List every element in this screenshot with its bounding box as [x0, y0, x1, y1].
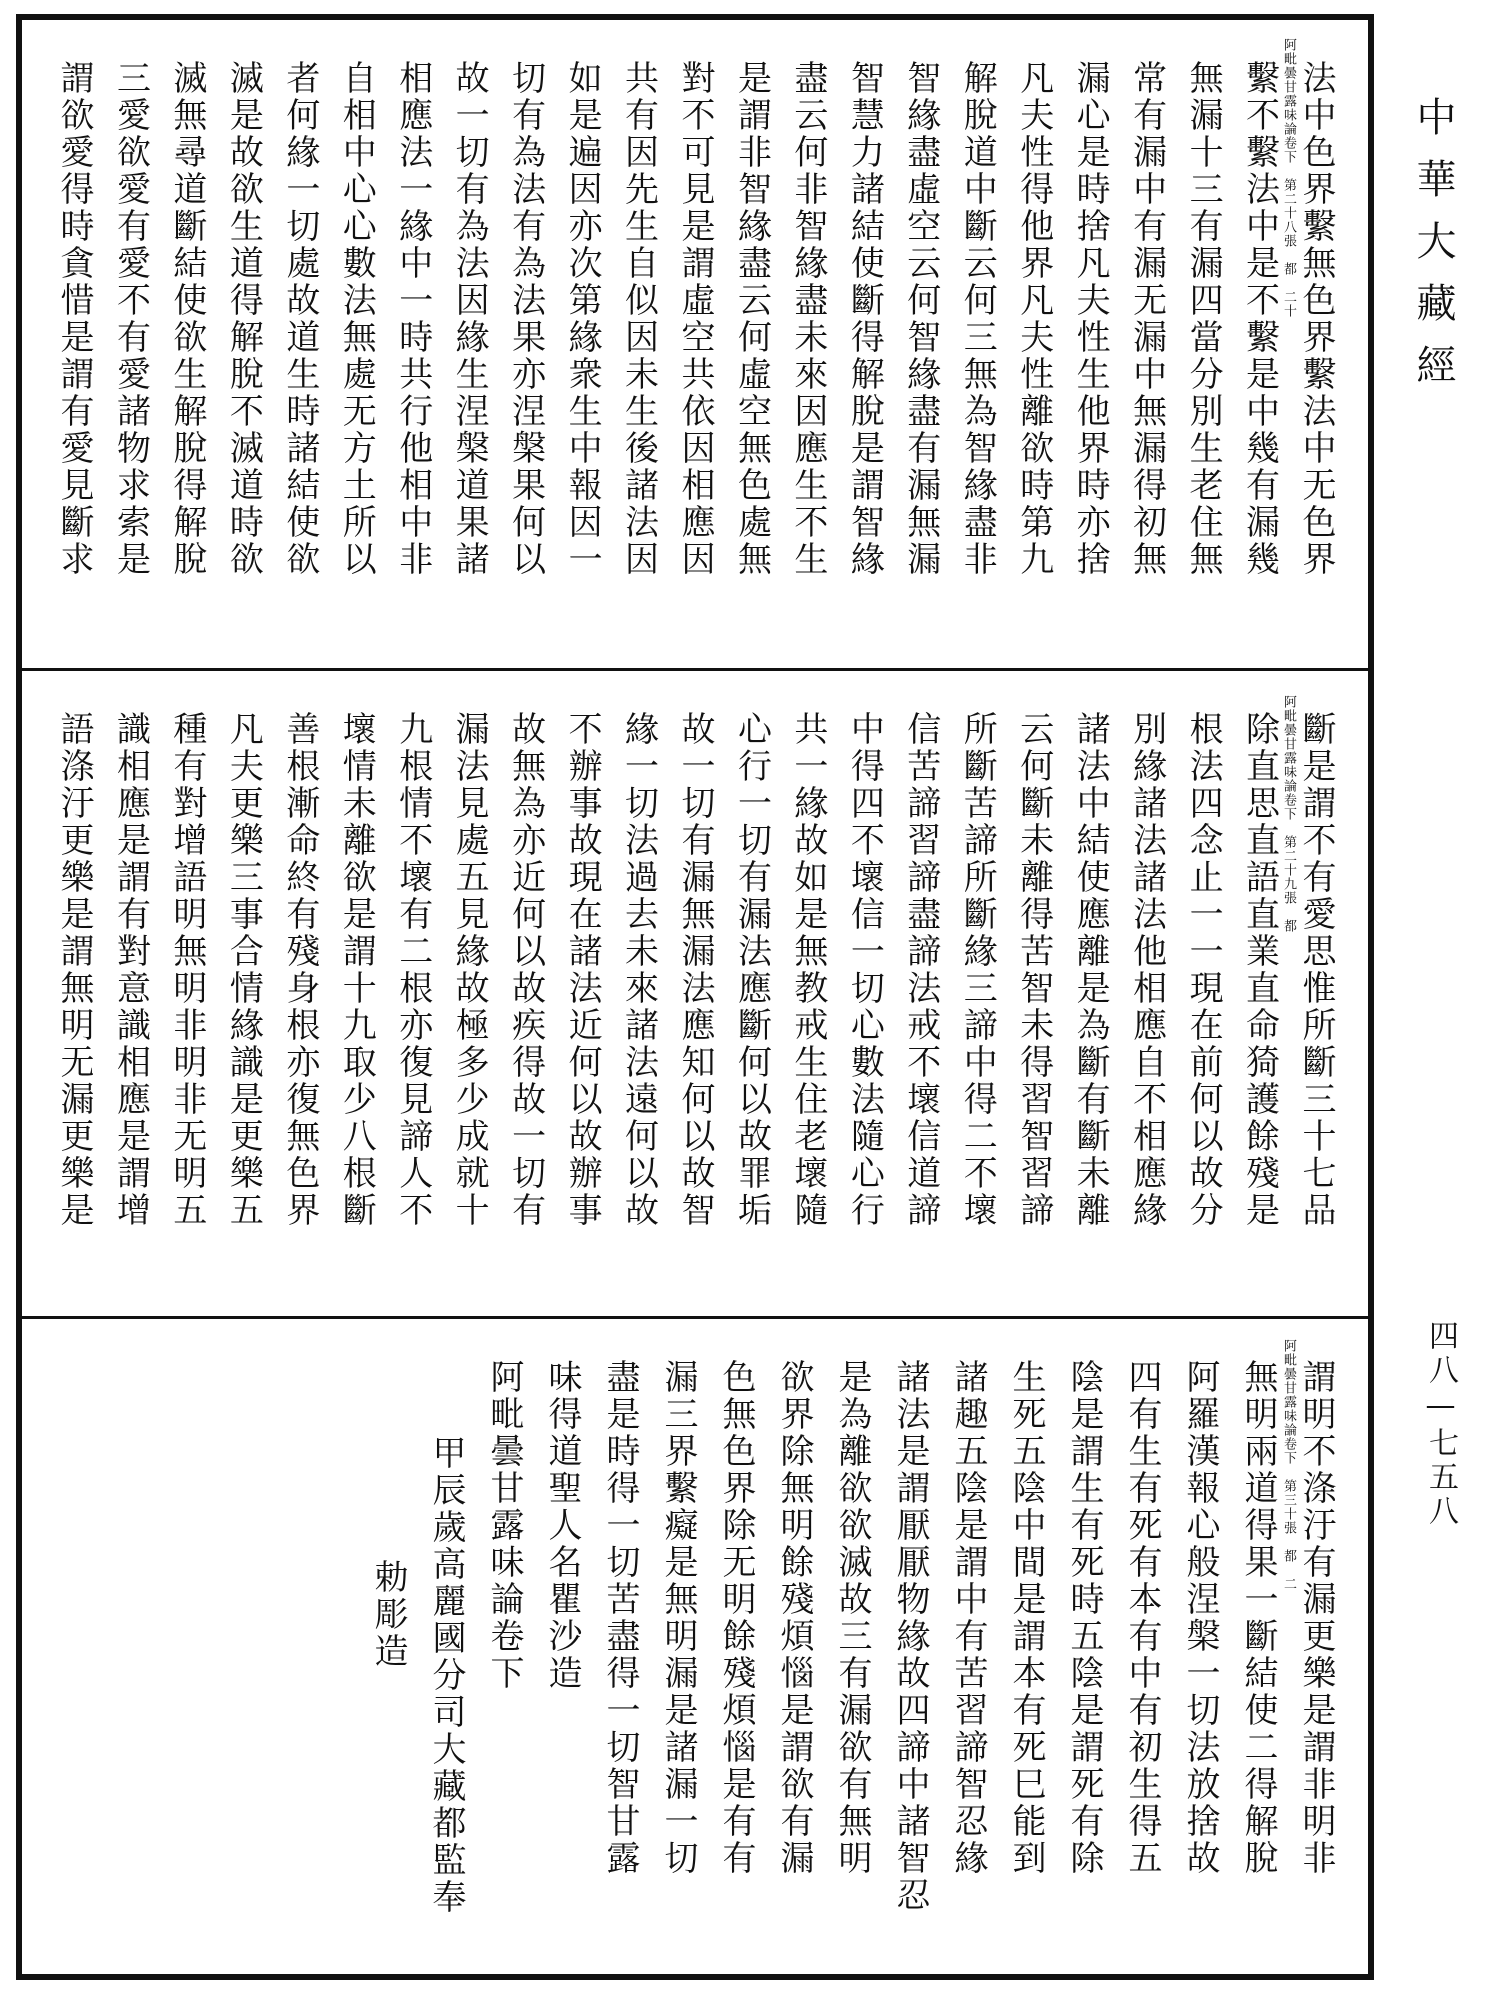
- text-line: 智慧力諸結使斷得解脫是謂智緣: [844, 60, 885, 578]
- text-line: 斷是謂不有愛思惟所斷三十七品: [1295, 711, 1336, 1229]
- text-line: 法中色界繫無色界繫法中无色界: [1295, 60, 1336, 578]
- text-line: 陰是謂生有死時五陰是謂死有除: [1064, 1359, 1104, 1877]
- text-line: 是為離欲欲滅故三有漏欲有無明: [832, 1359, 872, 1877]
- text-line: 者何緣一切處故道生時諸結使欲: [279, 60, 320, 578]
- text-line: 常有漏中有漏无漏中無漏得初無: [1126, 60, 1167, 578]
- text-line: 四有生有死有本有中有初生得五: [1122, 1359, 1162, 1877]
- text-line: 諸法中結使應離是為斷有斷未離: [1070, 711, 1111, 1229]
- text-line: 智緣盡虛空云何智緣盡有漏無漏: [900, 60, 941, 578]
- panel1-margin-note: 阿毗曇甘露味論卷下 第二十八張 都 二十: [1281, 38, 1296, 318]
- text-line: 心行一切有漏法應斷何以故罪垢: [731, 711, 772, 1229]
- text-line: 故無為亦近何以故疾得故一切有: [505, 711, 546, 1229]
- text-line: 善根漸命終有殘身根亦復無色界: [279, 711, 320, 1229]
- text-line: 信苦諦習諦盡諦法戒不壞信道諦: [900, 711, 941, 1229]
- text-line: 凡夫更樂三事合情緣識是更樂五: [223, 711, 264, 1229]
- text-line: 漏法見處五見緣故極多少成就十: [449, 711, 490, 1229]
- lower-panel: [22, 1316, 1368, 1974]
- text-line: 諸法是謂厭厭物緣故四諦中諸智忍: [890, 1359, 930, 1914]
- text-line: 解脫道中斷云何三無為智緣盡非: [957, 60, 998, 578]
- text-line: 種有對增語明無明非明非无明五: [166, 711, 207, 1229]
- panel2-margin-note: 阿毗曇甘露味論卷下 第二十九張 都: [1281, 695, 1296, 933]
- text-line: 阿羅漢報心般涅槃一切法放捨故: [1180, 1359, 1220, 1877]
- colophon-title: 阿毗曇甘露味論卷下: [484, 1359, 524, 1692]
- text-line: 共一緣故如是無教戒生住老壞隨: [787, 711, 828, 1229]
- text-line: 謂欲愛得時貪惜是謂有愛見斷求: [54, 60, 94, 578]
- text-line: 無明兩道得果一斷結使二得解脫: [1238, 1359, 1278, 1877]
- colophon-made: 勅彫造: [368, 1559, 408, 1670]
- text-line: 三愛欲愛有愛不有愛諸物求索是: [110, 60, 151, 578]
- text-line: 諸趣五陰是謂中有苦習諦智忍緣: [948, 1359, 988, 1877]
- text-line: 謂明不涤汙有漏更樂是謂非明非: [1296, 1359, 1336, 1877]
- text-line: 別緣諸法諸法他相應自不相應緣: [1126, 711, 1167, 1229]
- text-line: 凡夫性得他界凡夫性離欲時第九: [1013, 60, 1054, 578]
- text-line: 盡是時得一切苦盡得一切智甘露: [600, 1359, 640, 1877]
- text-line: 繫不繫法中是不繫是中幾有漏幾: [1239, 60, 1280, 578]
- panel1-columns: [52, 60, 1338, 638]
- text-line: 如是遍因亦次第緣衆生中報因一: [562, 60, 603, 578]
- text-line: 根法四念止一一現在前何以故分: [1183, 711, 1224, 1229]
- panel3-margin-note: 阿毗曇甘露味論卷下 第三十張 都 二: [1281, 1339, 1296, 1591]
- text-line: 相應法一緣中一時共行他相中非: [392, 60, 433, 578]
- text-line: 故一切有漏無漏法應知何以故智: [674, 711, 715, 1229]
- text-line: 切有為法有為法果亦涅槃果何以: [505, 60, 546, 578]
- page-number: 四八—七五八: [1423, 1320, 1458, 1529]
- middle-panel: [22, 668, 1368, 1316]
- text-line: 識相應是謂有對意識相應是謂增: [110, 711, 151, 1229]
- text-line: 中得四不壞信一切心數法隨心行: [844, 711, 885, 1229]
- text-line: 共有因先生自似因未生後諸法因: [618, 60, 659, 578]
- panel2-columns: [52, 711, 1338, 1286]
- text-line: 漏心是時捨凡夫性生他界時亦捨: [1070, 60, 1111, 578]
- text-line: 盡云何非智緣盡未來因應生不生: [787, 60, 828, 578]
- text-line: 云何斷未離得苦智未得習智習諦: [1013, 711, 1054, 1229]
- panel3-columns: [52, 1359, 1338, 1944]
- colophon-year: 甲辰歲高麗國分司大藏都監奉: [426, 1435, 466, 1916]
- text-line: 九根情不壞有二根亦復見諦人不: [392, 711, 433, 1229]
- collection-title: 中華大藏經: [1410, 96, 1456, 406]
- text-line: 生死五陰中間是謂本有死巳能到: [1006, 1359, 1046, 1877]
- text-line: 除直思直語直業直命猗護餘殘是: [1239, 711, 1280, 1229]
- text-line: 所斷苦諦所斷緣三諦中得二不壞: [957, 711, 998, 1229]
- text-line: 滅無尋道斷結使欲生解脫得解脫: [166, 60, 207, 578]
- text-line: 不辦事故現在諸法近何以故辦事: [562, 711, 603, 1229]
- upper-panel: [22, 20, 1368, 668]
- text-line: 味得道聖人名瞿沙造: [542, 1359, 582, 1692]
- text-line: 緣一切法過去未來諸法遠何以故: [618, 711, 659, 1229]
- text-line: 無漏十三有漏四當分別生老住無: [1183, 60, 1224, 578]
- text-line: 語涤汙更樂是謂無明无漏更樂是: [54, 711, 94, 1229]
- text-line: 是謂非智緣盡云何虛空無色處無: [731, 60, 772, 578]
- text-line: 滅是故欲生道得解脫不滅道時欲: [223, 60, 264, 578]
- text-line: 自相中心心數法無處无方土所以: [336, 60, 377, 578]
- page-frame: [16, 14, 1374, 1980]
- text-line: 色無色界除无明餘殘煩惱是有有: [716, 1359, 756, 1877]
- text-line: 壞情未離欲是謂十九取少八根斷: [336, 711, 377, 1229]
- text-line: 故一切有為法因緣生涅槃道果諸: [449, 60, 490, 578]
- text-line: 對不可見是謂虛空共依因相應因: [674, 60, 715, 578]
- text-line: 漏三界繫癡是無明漏是諸漏一切: [658, 1359, 698, 1877]
- text-line: 欲界除無明餘殘煩惱是謂欲有漏: [774, 1359, 814, 1877]
